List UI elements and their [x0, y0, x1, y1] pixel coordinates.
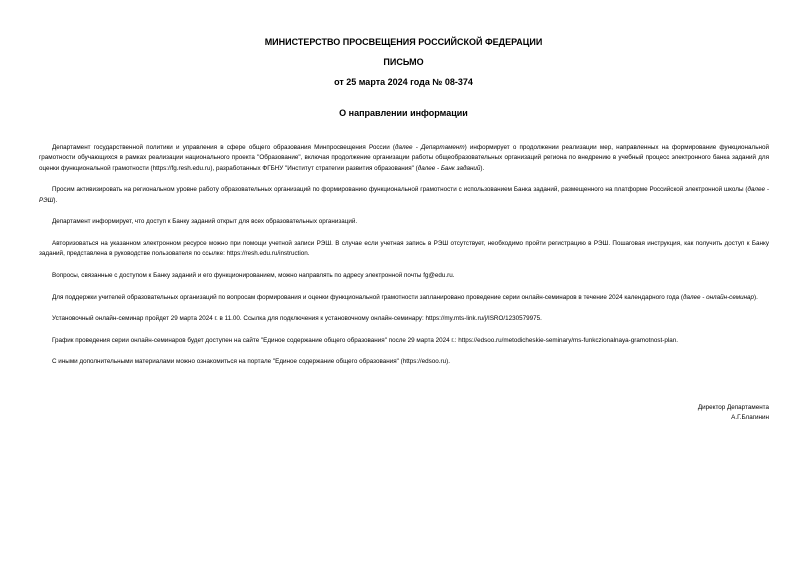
paragraph-9: С иными дополнительными материалами можно ознакомиться на портале "Единое содержание общего образования" (https://edsoo.ru). [52, 358, 450, 366]
letter-body [39, 143, 769, 379]
paragraph-5: Вопросы, связанные с доступом к Банку заданий и его функционированием, можно направлять по адресу электронной почты fg@edu.ru. [52, 272, 455, 279]
paragraph-1 [39, 143, 769, 174]
paragraph-2-text-a: Просим активизировать на региональном уровне работу образовательных организаций по формированию функциональной грамотности с использованием Банка заданий, размещенного на платформе Российской электронной школы ( [52, 186, 748, 194]
paragraph-6-text-b: ). [754, 293, 758, 301]
paragraph-1-text-c: ). [480, 164, 485, 172]
paragraph-4: Авторизоваться на указанном электронном ресурсе можно при помощи учетной записи РЭШ. В случае если учетная запись в РЭШ отсутствует, необходимо пройти регистрацию в РЭШ. Пошаговая инструкция, как получить доступ к Банку заданий, представлена в руководстве пользователя по ссылке: https://resh.edu.ru/instruction. [39, 240, 769, 258]
ministry-name: МИНИСТЕРСТВО ПРОСВЕЩЕНИЯ РОССИЙСКОЙ ФЕДЕРАЦИИ [264, 37, 543, 47]
paragraph-6 [39, 293, 769, 303]
paragraph-2 [39, 185, 769, 206]
paragraph-1-emphasis-a: далее - Департамент [395, 144, 465, 151]
paragraph-2-emphasis: далее - РЭШ [39, 186, 769, 204]
paragraph-1-text-b: ) информирует о продолжении реализации мер, направленных на формирование функциональной грамотности обучающихся в рамках реализации национального проекта "Образование", включая продолжение организации работы общеобразовательных организаций региона по внедрению в учебный процесс электронного банка заданий для оценки функциональной грамотности (https://fg.resh.edu.ru), разработанных ФГБНУ "Институт стратегии развития образования" ( [39, 144, 769, 172]
signature-block [698, 403, 769, 424]
paragraph-6-text-a: Для поддержки учителей образовательных организаций по вопросам формирования и оценки функциональной грамотности запланировано проведение серии онлайн-семинаров в течение 2024 календарного года ( [52, 293, 684, 301]
paragraph-1-emphasis-b: далее - Банк заданий [417, 164, 481, 172]
paragraph-1-text-a: Департамент государственной политики и управления в сфере общего образования Минпросвещения России ( [52, 144, 396, 151]
paragraph-7: Установочный онлайн-семинар пройдет 29 марта 2024 г. в 11.00. Ссылка для подключения к установочному онлайн-семинару: https://my.mts-link.ru/j/ISRO/1230579975. [52, 315, 542, 323]
paragraph-2-text-b: ). [53, 196, 58, 204]
paragraph-8: График проведения серии онлайн-семинаров будет доступен на сайте "Единое содержание общего образования" после 29 марта 2024 г.: https://edsoo.ru/metodicheskie-seminary/ms-funkczionalnaya-gramotnost-plan. [52, 336, 679, 344]
signature-position: Директор Департамента [697, 404, 769, 411]
document-header [0, 37, 807, 119]
paragraph-3: Департамент информирует, что доступ к Банку заданий открыт для всех образовательных организаций. [52, 218, 358, 226]
signature-name: А.Г.Благинин [731, 414, 769, 422]
letter-date-number: от 25 марта 2024 года № 08-374 [334, 77, 473, 87]
paragraph-6-emphasis: далее - онлайн-семинар [683, 293, 755, 301]
letter-type: ПИСЬМО [383, 57, 424, 67]
letter-subject: О направлении информации [339, 108, 468, 118]
